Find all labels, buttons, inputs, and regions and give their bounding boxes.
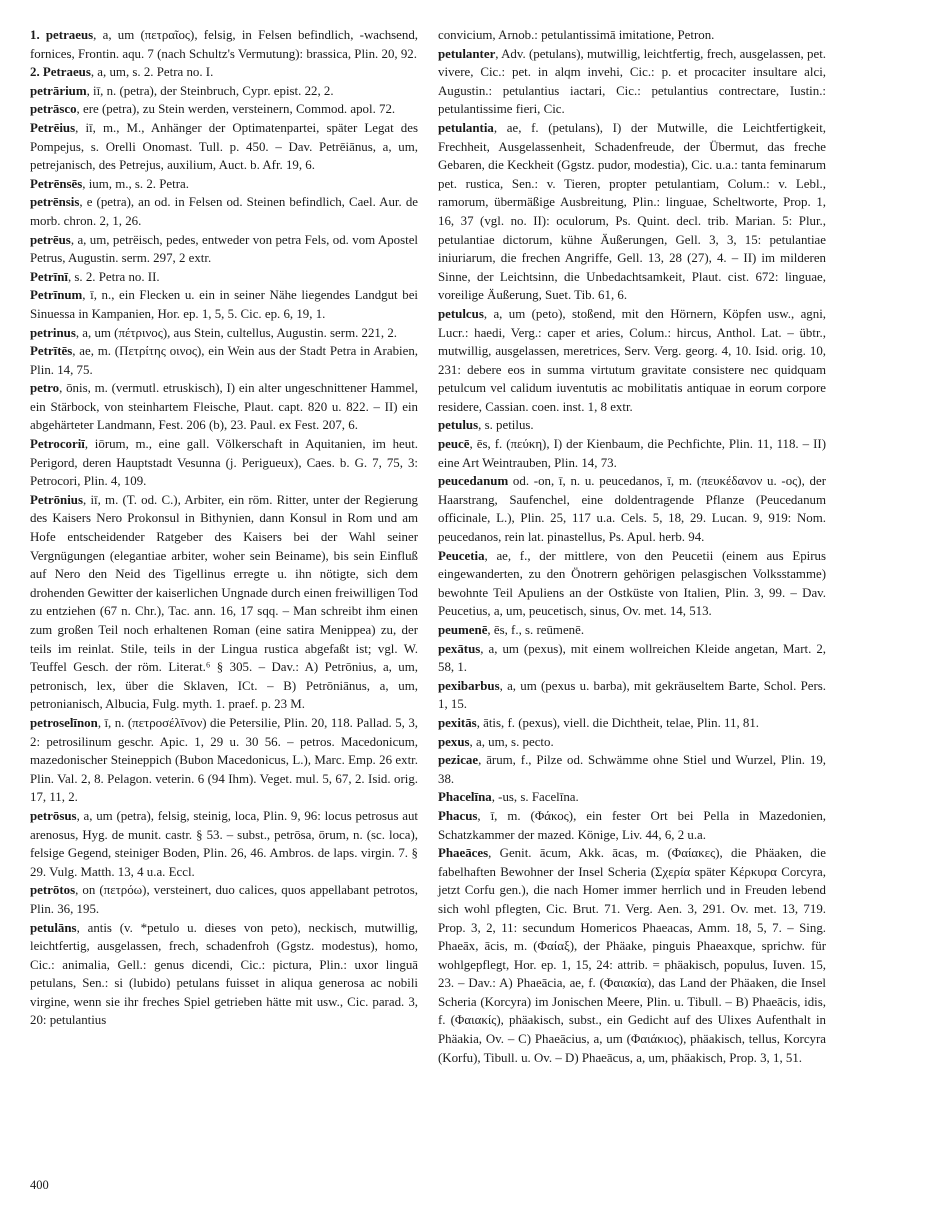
dictionary-entry [438,435,826,472]
entry-text: , -us, s. Facelīna. [491,790,579,805]
dictionary-entry [438,45,826,119]
entry-text: , a, um, petrëisch, pedes, entweder von petra Fels, od. vom Apostel Petrus, Augustin. serm. 297, 2 extr. [30,232,418,266]
entry-lemma: Petrīnum [30,288,83,303]
right-column [438,26,826,1067]
entry-text: , ī, n., ein Flecken u. ein in seiner Nähe liegendes Landgut bei Sinuessa in Kampanien, Hor. ep. 1, 5, 5. Cic. ep. 6, 19, 1. [30,288,418,321]
dictionary-entry [30,379,418,435]
entry-lemma: petro [30,381,60,396]
entry-text: , a, um (petra), felsig, steinig, loca, Plin. 9, 96: locus petrosus aut arenosus, Hyg. de munit. castr. § 53. – subst., petrōsa, ōrum, n. (sc. loca), felsige Gegend, steiniger Boden, Plin. 26, 46. Ambros. de laps. virgin. 7. § 29. Vulg. Matth. 13, 4 u.a. Eccl. [30,808,418,879]
entry-lemma: pexus [438,734,470,749]
entry-text: , ēs, f. (πεύκη), I) der Kienbaum, die Pechfichte, Plin. 11, 118. – II) eine Art Weintrauben, Plin. 14, 73. [438,437,826,470]
dictionary-entry [438,714,826,733]
entry-text: , s. 2. Petra no. II. [67,269,160,284]
entry-lemma: petulus [438,418,479,433]
entry-text: od. -on, ī, n. u. peucedanos, ī, m. (πευκέδανον u. -ος), der Haarstrang, Saufenchel, eine doldentragende Pflanze (Peucedanum officinale, L.), Plin. 25, 117 u.a. Cels. 5, 18, 29. Lucan. 9, 919: Nom. peucedanos, rein lat. pinastellus, Ps. Apul. herb. 94. [438,474,826,545]
entry-lemma: Petrītēs [30,344,73,359]
entry-lemma: pexātus [438,641,481,656]
dictionary-entry [30,119,418,175]
dictionary-entry [30,193,418,230]
entry-lemma: petulantia [438,120,494,135]
entry-lemma: pexibarbus [438,678,500,693]
entry-lemma: petrōsus [30,808,77,823]
entry-text: , a, um, s. 2. Petra no. I. [90,65,214,80]
entry-lemma: petrāsco [30,102,77,117]
dictionary-entry [30,175,418,194]
entry-text: convicium, Arnob.: petulantissimā imitatione, Petron. [438,28,715,42]
entry-lemma: Petrocoriī [30,437,85,452]
dictionary-entry [438,472,826,546]
entry-lemma: petulanter [438,46,496,61]
entry-text: , ātis, f. (pexus), viell. die Dichtheit, telae, Plin. 11, 81. [476,715,760,730]
dictionary-entry [30,491,418,714]
dictionary-entry [30,714,418,807]
entry-text: , iī, m. (T. od. C.), Arbiter, ein röm. Ritter, unter der Regierung des Kaisers Nero Prokonsul in Bithynien, dann Konsul in Rom und am Hofe entscheidender Ratgeber des Kaisers bei der Wahl seiner Vergnügungen (elegantiae arbiter, woher sein Beiname), bis sein Einfluß auf Nero den Neid des Tigellinus erregte u. ihn nötigte, sich dem drohenden Gewitter der kaiserlichen Ungnade durch einen freiwilligen Tod zu entziehen (67 n. Chr.), Tac. ann. 16, 17 sqq. – Man schreibt ihm einen zum großen Teil noch erhaltenen Roman (eine satira Menippea) zu, der teils im reinlat. Stile, teils in der Lingua rustica abgefaßt ist; vgl. W. Teuffel Gesch. der röm. Literat.⁶ § 305. – Dav.: A) Petrōnius, a, um, petronisch, lex, über die Sklaven, ICt. – B) Petrōniānus, a, um, petronianisch, Albucia, Fulg. myth. 1. praef. p. 23 M. [30,492,418,712]
entry-text: , ī, m. (Φάκος), ein fester Ort bei Pella in Mazedonien, Schatzkammer der mazed. Könige, Liv. 44, 6, 2 u.a. [438,808,826,842]
page-number: 400 [30,1178,49,1192]
dictionary-entry [438,119,826,305]
entry-text: , iī, n. (petra), der Steinbruch, Cypr. epist. 22, 2. [86,83,334,98]
left-column [30,26,418,1030]
entry-text: , s. petilus. [478,418,534,433]
entry-lemma: 2. Petraeus [30,65,91,80]
entry-lemma: peumenē [438,623,488,637]
entry-lemma: Phacelīna [438,790,492,805]
dictionary-entry [438,677,826,714]
entry-lemma: petulāns [30,920,77,935]
entry-text: , a, um (pexus u. barba), mit gekräuseltem Barte, Schol. Pers. 1, 15. [438,678,826,712]
entry-lemma: petrōtos [30,883,76,898]
dictionary-entry [30,26,418,63]
entry-text: , a, um (πέτρινος), aus Stein, cultellus, Augustin. serm. 221, 2. [75,325,397,340]
dictionary-entry [438,621,826,640]
dictionary-entry [30,286,418,323]
dictionary-entry [438,788,826,807]
entry-lemma: Phacus [438,808,478,823]
entry-text: , Genit. ācum, Akk. ācas, m. (Φαίακες), die Phäaken, die fabelhaften Bewohner der Insel Scheria (Σχερία später Κέρκυρα Corcyra, jetzt Corfu gen.), die nach Homer immer herrlich und in Freuden lebend sich wohl pflegten, Cic. Brut. 71. Verg. Aen. 3, 291. Ov. met. 13, 719. Prop. 3, 2, 11: secundum Homericos Phaeacas, Amm. 18, 5, 7. – Sing. Phaeāx, ācis, m. (Φαίαξ), der Phäake, pinguis Phaeaxque, sprichw. für wohlgepflegt, Hor. ep. 1, 15, 24: attrib. = phäakisch, populus, Iuven. 15, 23. – Dav.: A) Phaeācia, ae, f. (Φαιακία), das Land der Phäaken, die Insel Scheria (Korcyra) im Jonischen Meere, Plin. u. Tibull. – B) Phaeācis, idis, f. (Φαιακίς), phäakisch, subst., ein Gedicht auf des Ulixes Aufenthalt in Phäakia, Ov. – C) Phaeācius, a, um (Φαιάκιος), phäakisch, tellus, Korcyra (Korfu), Tibull. u. Ov. – D) Phaeācus, a, um, phäakisch, Prop. 3, 1, 51. [438,846,826,1065]
entry-lemma: pezicae [438,753,479,768]
entry-text: , ae, f. (petulans), I) der Mutwille, die Leichtfertigkeit, Frechheit, Ausgelassenheit, Schadenfreude, der Übermut, das freche Gebaren, die Keckheit (Ggstz. pudor, modestia), Cic. u.a.: tanta feminarum pet. rustica, Sen.: v. Tieren, propter petulantiam, Colum.: v. Lebl., ramorum, übermäßige Ausbreitung, Plin.: linguae, Scheltworte, Prop. 1, 16, 37 (vgl. no. II): oculorum, Ps. Quint. decl. trib. Marian. 5: Plur., petulantiae dictorum, kühne Äußerungen, Gell. 3, 3, 15: petulantiae iniuriarum, die frechen Angriffe, Gell. 13, 28 (27), 4. – II) im milderen Sinne, der Leichtsinn, die Unbedachtsamkeit, Plaut. cist. 672: linguae, voreilige Äußerung, Suet. Tib. 61, 6. [438,120,826,303]
entry-text: , ī, n. (πετροσέλῑνον) die Petersilie, Plin. 20, 118. Pallad. 5, 3, 2: petrosilinum geschr. Apic. 1, 29 u. 30 56. – petros. Macedonicum, mazedonischer Steineppich (Bubon Macedonicus, L.), Marc. Emp. 26 extr. Plin. Val. 2, 8. Pelagon. veterin. 6 (94 Ihm). Veget. mul. 5, 67, 2. Isid. orig. 17, 11, 2. [30,715,418,805]
dictionary-entry [438,547,826,621]
dictionary-page [30,26,910,1176]
entry-text: , ēs, f., s. reūmenē. [487,623,585,637]
dictionary-entry [30,342,418,379]
entry-lemma: Petrēius [30,120,76,135]
entry-lemma: 1. petraeus [30,28,94,42]
entry-text: , iōrum, m., eine gall. Völkerschaft in Aquitanien, im heut. Perigord, deren Hauptstadt Vesunna (j. Perigueux), Caes. b. G. 7, 75, 3: Petrocori, Plin. 4, 109. [30,437,418,489]
entry-text: , ere (petra), zu Stein werden, versteinern, Commod. apol. 72. [76,102,396,117]
entry-lemma: peucedanum [438,474,509,489]
entry-text: , a, um (peto), stoßend, mit den Hörnern, Köpfen usw., agni, Lucr.: haedi, Verg.: caper et aries, Colum.: hircus, Anthol. Lat. – übtr., mutwillig, ausgelassen, meretrices, Serv. Verg. georg. 4, 10. Isid. orig. 10, 231: debere eos in summa virtutum gravitate consistere nec quidquam petulcum vel calidum iuventutis ac mobilitatis antiquae in eorum corpore residere, Cassian. coen. inst. 1, 8 extr. [438,306,826,414]
entry-lemma: peucē [438,437,470,452]
dictionary-entry [438,640,826,677]
dictionary-entry [30,231,418,268]
entry-text: , Adv. (petulans), mutwillig, leichtfertig, frech, ausgelassen, pet. vivere, Cic.: pet. in alqm invehi, Cic.: p. et procaciter insultare alci, Augustin.: petulantius iactari, Cic.: petulantius contrectare, Iustin.: petulantissime fieri, Cic. [438,46,826,117]
entry-lemma: Peucetia [438,548,485,563]
entry-text: , antis (v. *petulo u. dieses von peto), neckisch, mutwillig, leichtfertig, ausgelassen, frech, schadenfroh (Ggstz. modestus), homo, Cic.: animalia, Gell.: genus dicendi, Cic.: pictura, Plin.: uxor linguā petulans, Sen.: si (lubido) petulans fuisset in aliqua generosa ac nobili virgine, wenn sie ihr freches Spiel getrieben hätte mit usw., Cic. parad. 3, 20: petulantius [30,920,418,1028]
entry-lemma: petulcus [438,306,484,321]
dictionary-entry [30,82,418,101]
entry-text: , ae, m. (Πετρίτης οινος), ein Wein aus der Stadt Petra in Arabien, Plin. 14, 75. [30,344,418,377]
entry-text: , e (petra), an od. in Felsen od. Steinen befindlich, Cael. Aur. de morb. chron. 2, 1, 26. [30,195,418,228]
entry-text: , ārum, f., Pilze od. Schwämme ohne Stiel und Wurzel, Plin. 19, 38. [438,753,826,786]
dictionary-entry [438,305,826,417]
dictionary-entry [30,268,418,287]
entry-text: , ae, f., der mittlere, von den Peucetii (einem aus Epirus eingewanderten, zu den Önotrern gehörigen pelasgischen Volksstamme) bewohnte Teil Apuliens an der Ostküste von Italien, Plin. 3, 99. – Dav. Peucetius, a, um, peucetisch, sinus, Ov. met. 14, 513. [438,548,826,619]
entry-text: , a, um, s. pecto. [469,734,554,749]
entry-text: , a, um (pexus), mit einem wollreichen Kleide angetan, Mart. 2, 58, 1. [438,641,826,675]
entry-text: , ōnis, m. (vermutl. etruskisch), I) ein alter ungeschnittener Hammel, ein Stärbock, von steinhartem Fleische, Plaut. capt. 820 u. 822. – II) ein abgehärteter Landmann, Fest. 206 (b), 23. Paul. ex Fest. 207, 6. [30,381,418,433]
dictionary-entry [438,844,826,1067]
entry-lemma: petrēnsis [30,195,80,210]
dictionary-entry [30,324,418,343]
entry-lemma: petroselīnon [30,715,98,730]
dictionary-entry [30,919,418,1031]
entry-lemma: Petrīnī [30,269,68,284]
entry-lemma: pexitās [438,715,477,730]
entry-text: , ium, m., s. 2. Petra. [82,176,189,191]
entry-lemma: petrārium [30,83,87,98]
entry-lemma: petrinus [30,325,76,340]
entry-text: , on (πετρόω), versteinert, duo calices, quos appellabant petrotos, Plin. 36, 195. [30,883,418,916]
dictionary-entry [30,807,418,881]
dictionary-entry [30,435,418,491]
dictionary-entry [438,416,826,435]
dictionary-entry [438,807,826,844]
entry-lemma: Petrōnius [30,492,83,507]
dictionary-entry [30,63,418,82]
entry-lemma: Petrēnsēs [30,176,83,191]
entry-lemma: Phaeāces [438,846,489,861]
dictionary-entry [438,26,826,45]
dictionary-entry [438,733,826,752]
dictionary-entry [438,751,826,788]
dictionary-entry [30,881,418,918]
entry-lemma: petrēus [30,232,71,247]
entry-text: , a, um (πετραῖος), felsig, in Felsen befindlich, -wachsend, fornices, Frontin. aqu. 7 (nach Schultz's Vermutung): brassica, Plin. 20, 92. [30,28,419,61]
dictionary-entry [30,100,418,119]
entry-text: , iī, m., M., Anhänger der Optimatenpartei, später Legat des Pompejus, s. Orelli Onomast. Tull. p. 450. – Dav. Petrēiānus, a, um, petrejanisch, des Petrejus, auxilium, Auct. b. Afr. 19, 6. [30,120,418,173]
